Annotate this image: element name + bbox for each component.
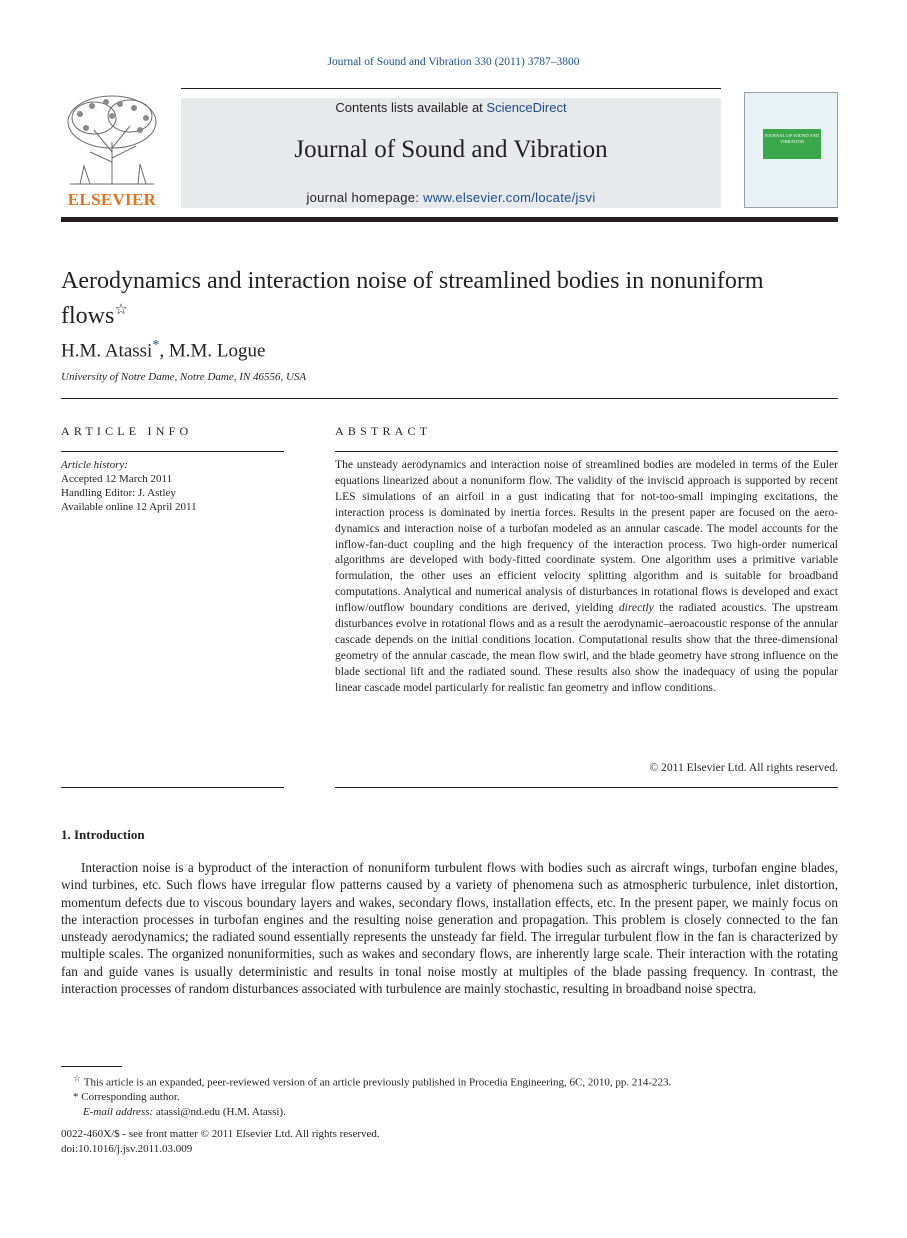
email-label: E-mail address:	[83, 1105, 154, 1118]
footnotes	[61, 1071, 671, 1119]
author-atassi: H.M. Atassi	[61, 340, 153, 362]
sciencedirect-link[interactable]: ScienceDirect	[486, 100, 567, 115]
article-title	[61, 267, 821, 331]
contents-prefix: Contents lists available at	[335, 100, 487, 115]
homepage-prefix: journal homepage:	[306, 190, 424, 205]
history-accepted: Accepted 12 March 2011	[61, 473, 173, 485]
abstract-body	[335, 457, 838, 696]
journal-citation[interactable]: Journal of Sound and Vibration 330 (2011) 3787–3800	[327, 56, 580, 68]
contents-line	[181, 100, 721, 115]
affiliation-rule	[61, 398, 838, 399]
footnote-star-text: This article is an expanded, peer-reviewed version of an article previously published in Procedia Engineering, 6C, 2010, pp. 214-223.	[81, 1076, 672, 1089]
homepage-link[interactable]: www.elsevier.com/locate/jsvi	[423, 190, 596, 205]
email-address[interactable]: atassi@nd.edu (H.M. Atassi).	[153, 1105, 286, 1118]
abstract-bottom-rule	[335, 787, 838, 788]
author-logue: M.M. Logue	[168, 340, 266, 362]
introduction-heading: 1. Introduction	[61, 827, 145, 842]
article-info-bottom-rule	[61, 787, 284, 788]
footnote-corr-mark: *	[73, 1091, 79, 1104]
journal-title: Journal of Sound and Vibration	[294, 136, 608, 163]
abstract-text-b: the radiated acoustics. The upstream disturbances evolve in rotational flows and as a result the aerodynamic–aeroacoustic response of the annular cascade depends on the initial conditions location. Computational results show that the three-dimensional geometry of the annular cascade, the mean flow swirl, and the blade geometry have strong influence on the blade sectional lift and the radiated sound. These results also show the inadequacy of using the popular linear cascade model particularly for realistic fan geometry and inflow conditions.	[335, 601, 838, 694]
footnote-star-mark: ☆	[73, 1073, 82, 1083]
history-editor: Handling Editor: J. Astley	[61, 487, 176, 499]
footnote-email	[61, 1105, 671, 1120]
abstract-top-rule	[335, 451, 838, 452]
elsevier-logo	[60, 92, 164, 210]
author-list	[61, 338, 265, 362]
cover-title-band	[763, 129, 821, 159]
article-info-top-rule	[61, 451, 284, 452]
doi-line[interactable]: doi:10.1016/j.jsv.2011.03.009	[61, 1142, 193, 1155]
history-online: Available online 12 April 2011	[61, 501, 197, 513]
homepage-line	[181, 190, 721, 205]
affiliation: University of Notre Dame, Notre Dame, IN 46556, USA	[61, 371, 307, 383]
elsevier-wordmark: ELSEVIER	[67, 190, 157, 209]
abstract-copyright: © 2011 Elsevier Ltd. All rights reserved.	[649, 761, 838, 774]
introduction-paragraph: Interaction noise is a byproduct of the interaction of nonuniform turbulent flows with bodies such as aircraft wings, turbofan engine blades, wind turbines, etc. Such flows have irregular flow patterns caused by a variety of phenomena such as atmospheric turbulence, inlet distortion, momentum defects due to viscous boundary layers and wakes, secondary flows, installation effects, etc. In the present paper, we mainly focus on the interaction processes in turbofan engines and the resulting noise generation and propagation. This problem is closely connected to the fan unsteady aerodynamics; the radiated sound essentially represents the unsteady far field. The irregular turbulent flow in the fan is characterized by multiple scales. The organized nonuniformities, such as wakes and secondary flows, are inherently large scale. Their interaction with the rotating fan and guide vanes is usually deterministic and results in tonal noise mostly at multiples of the blade passing frequency. In contrast, the interaction processes of random disturbances associated with turbulence are mainly stochastic, resulting in broadband noise spectra.	[61, 860, 838, 997]
tree-logo-icon	[60, 92, 164, 188]
header-top-rule	[181, 88, 721, 89]
footnote-star	[61, 1071, 671, 1090]
title-footnote-mark[interactable]: ☆	[114, 302, 128, 318]
journal-cover-thumbnail	[744, 92, 838, 208]
history-label: Article history:	[61, 459, 128, 471]
article-title-text: Aerodynamics and interaction noise of streamlined bodies in nonuniform flows	[61, 268, 764, 329]
footnote-corr-text: Corresponding author.	[78, 1091, 180, 1104]
abstract-heading: ABSTRACT	[335, 424, 432, 438]
header-thick-rule	[61, 217, 838, 222]
footnote-corresponding	[61, 1090, 671, 1105]
article-history	[61, 458, 197, 514]
author-separator: ,	[159, 340, 169, 362]
cover-band-text: JOURNAL OF SOUND AND VIBRATION	[764, 133, 820, 144]
page-footer	[61, 1127, 380, 1156]
abstract-text-a: The unsteady aerodynamics and interaction noise of streamlined bodies are modeled in terms of the Euler equations linearized about a nonuniform flow. The validity of the inviscid approach is supported by recent LES simulations of an airfoil in a gust indicating that for not-too-small impinging excitations, the interaction process is dominated by inertia forces. Results in the present paper are focused on the aerodynamics and interaction noise of a turbofan modeled as an annular cascade. The model accounts for the inflow-fan-duct coupling and the high frequency of the interaction process. Two high-order numerical algorithms are developed with body-fitted coordinate system. One algorithm uses a primitive variable formulation, the other uses an efficient velocity splitting algorithm and is suitable for broadband computations. Analytical and numerical analysis of disturbances in rotational flows is developed and exact inflow/outflow boundary conditions are derived, yielding	[335, 458, 838, 615]
abstract-emphasis: directly	[618, 601, 654, 615]
issn-line: 0022-460X/$ - see front matter © 2011 Elsevier Ltd. All rights reserved.	[61, 1128, 380, 1140]
footnote-rule	[61, 1066, 122, 1067]
corresponding-author-mark[interactable]: *	[152, 338, 160, 353]
article-info-heading: ARTICLE INFO	[61, 424, 193, 438]
journal-header-banner	[181, 98, 721, 208]
